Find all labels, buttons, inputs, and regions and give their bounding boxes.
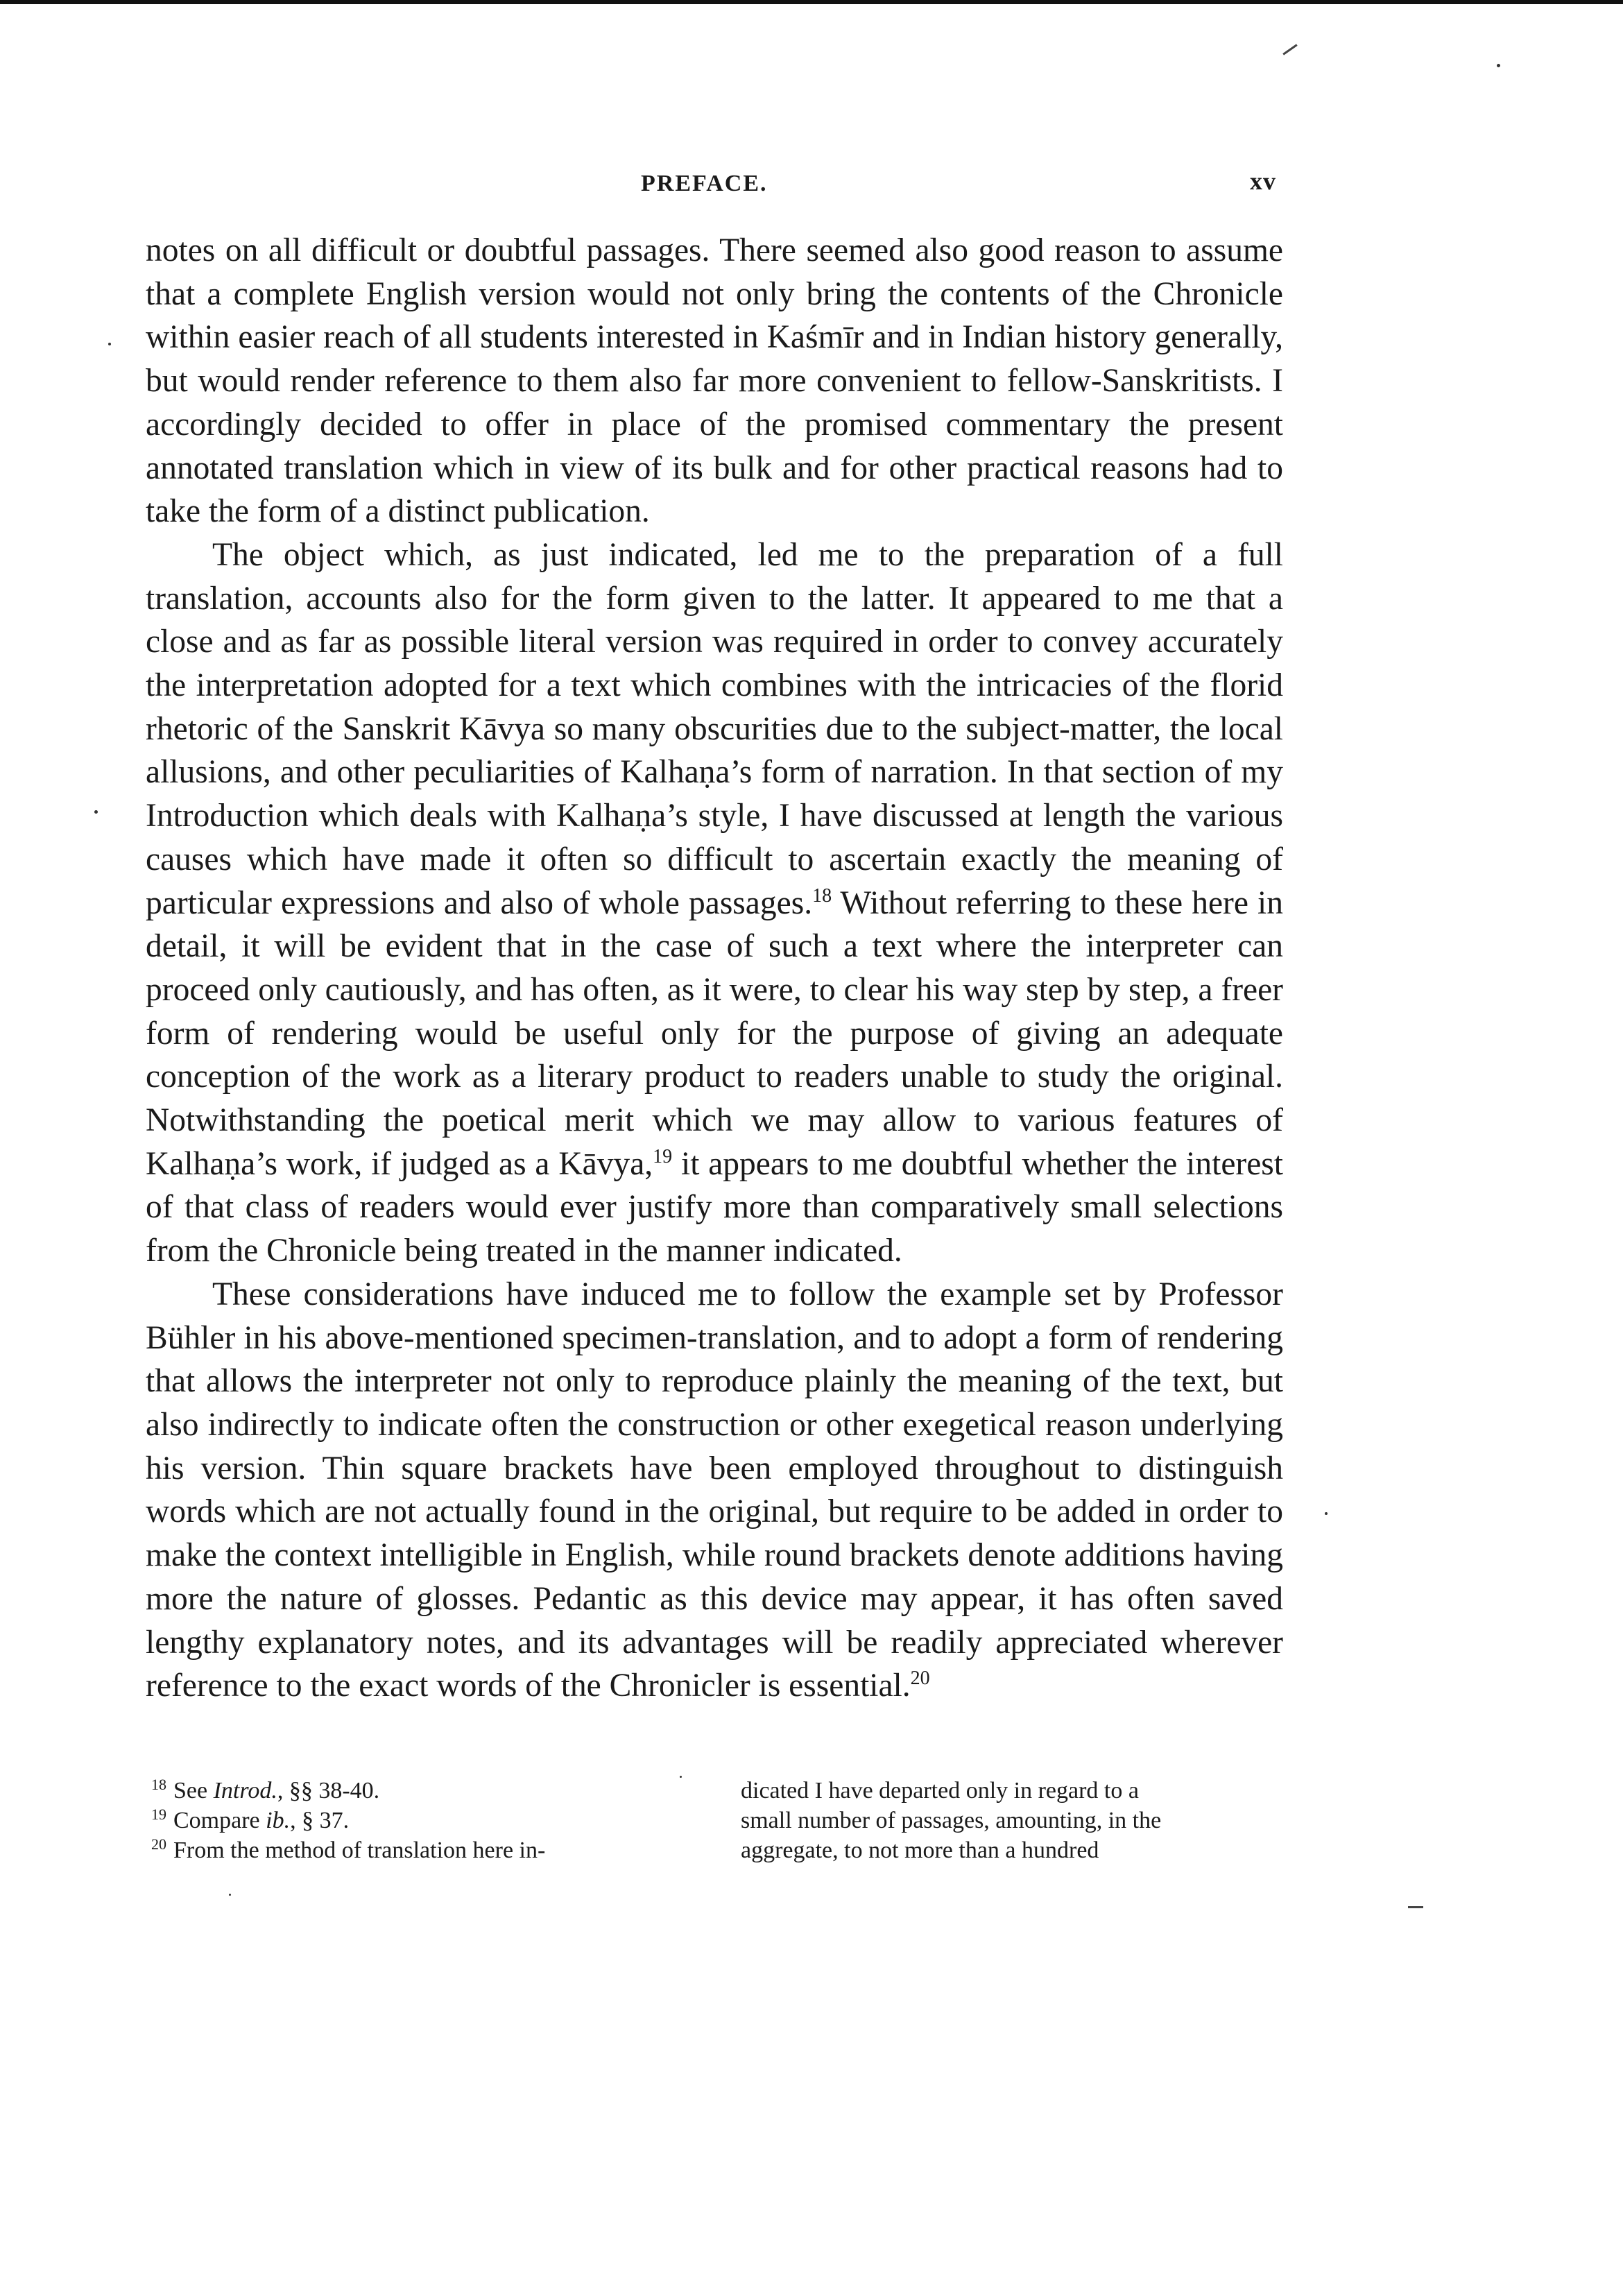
footnote-text: Introd.	[213, 1778, 277, 1804]
footnotes	[151, 1776, 1296, 1865]
paragraph-text: Without referring to these here in detail, it will be evident that in the case of such a text where the interpreter can proceed only cautiously, and has often, as it were, to clear his way step by step, a freer form of rendering would be useful only for the purpose of giving an adequate conception of the work as a literary product to readers unable to study the original. Notwithstanding the poetical merit which we may allow to various features of Kalhaṇa’s work, if judged as a Kāvya,	[146, 884, 1283, 1182]
scan-mark	[1282, 44, 1297, 55]
scan-speck	[1325, 1512, 1328, 1515]
paragraph-text: notes on all difficult or doubtful passages. There seemed also good reason to assume that a complete English version would not only bring the contents of the Chronicle within easier reach of all students interested in Kaśmīr and in Indian history generally, but would render reference to them also far more convenient to fellow-Sanskritists. I accordingly decided to offer in place of the promised commentary the present annotated translation which in view of its bulk and for other practical reasons had to take the form of a distinct publication.	[146, 232, 1283, 530]
footnote-text: Compare	[173, 1808, 266, 1833]
paragraph-text: it appears to me doubtful whether the interest of that class of readers would ever justify more than comparatively small selections from the Chronicle being treated in the manner indicated.	[146, 1145, 1283, 1269]
footnote-reference: 19	[653, 1145, 673, 1167]
footnote-continuation-line: aggregate, to not more than a hundred	[741, 1837, 1099, 1863]
footnotes-left-column	[151, 1776, 720, 1865]
footnote-mark: 18	[151, 1775, 166, 1793]
footnote	[151, 1806, 720, 1835]
footnote-continuation-line: dicated I have departed only in regard to a	[741, 1778, 1139, 1804]
paragraph-text: These considerations have induced me to follow the example set by Professor Bühler in his above-mentioned specimen-translation, and to adopt a form of rendering that allows the interpreter not only to reproduce plainly the meaning of the text, but also indirectly to indicate often the construction or other exegetical reason underlying his version. Thin square brackets have been employed throughout to distinguish words which are not actually found in the original, but require to be added in order to make the context intelligible in English, while round brackets denote additions having more the nature of glosses. Pedantic as this device may appear, it has often saved lengthy explanatory notes, and its advantages will be readily appreciated wherever reference to the exact words of the Chronicler is essential.	[146, 1276, 1283, 1704]
footnote-text: See	[173, 1778, 214, 1804]
body-paragraph	[146, 533, 1283, 1273]
body-text	[146, 229, 1283, 1708]
footnote-mark: 20	[151, 1835, 166, 1853]
body-paragraph	[146, 1273, 1283, 1708]
footnote	[151, 1776, 720, 1806]
paragraph-text: The object which, as just indicated, led me to the preparation of a full translation, accounts also for the form given to the latter. It appeared to me that a close and as far as possible literal version was required in order to convey accurately the interpretation adopted for a text which combines with the intricacies of the florid rhetoric of the Sanskrit Kāvya so many obscurities due to the subject-matter, the local allusions, and other peculiarities of Kalhaṇa’s form of narration. In that section of my Introduction which deals with Kalhaṇa’s style, I have discussed at length the various causes which have made it often so difficult to ascertain exactly the meaning of particular expressions and also of whole passages.	[146, 536, 1283, 921]
footnote-text: , § 37.	[290, 1808, 350, 1833]
footnote-mark: 19	[151, 1805, 166, 1823]
footnote-text: , §§ 38-40.	[277, 1778, 380, 1804]
scan-speck	[680, 1776, 682, 1778]
footnote-continuation-line: small number of passages, amounting, in the	[741, 1808, 1162, 1833]
scan-speck	[94, 810, 98, 814]
footnote-text: ib.	[266, 1808, 291, 1833]
scan-mark	[1408, 1906, 1423, 1908]
footnote-text: From the method of translation here in-	[173, 1837, 546, 1863]
scan-speck	[1497, 64, 1500, 67]
footnote-reference: 18	[812, 884, 832, 907]
running-title: PREFACE.	[641, 171, 768, 196]
footnotes-right-column	[741, 1776, 1296, 1865]
page-number: xv	[1250, 167, 1276, 195]
body-paragraph	[146, 229, 1283, 533]
scan-speck	[229, 1894, 231, 1896]
scan-speck	[108, 343, 111, 345]
footnote-reference: 20	[910, 1668, 930, 1690]
footnote	[151, 1835, 720, 1865]
